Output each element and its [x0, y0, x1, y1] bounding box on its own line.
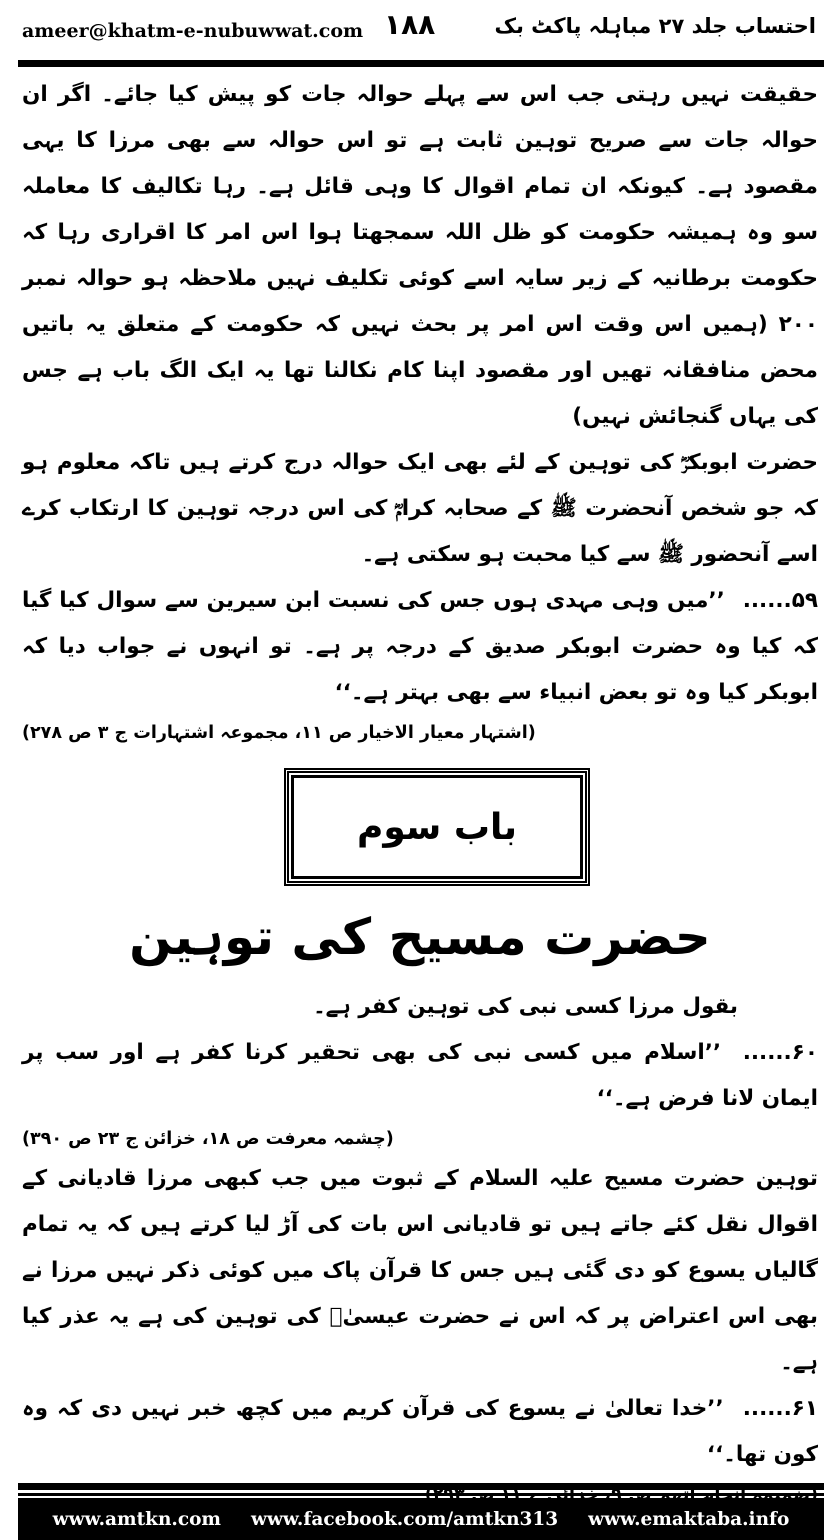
quote-reference: (اشتہار معیار الاخیار ص ۱۱، مجموعہ اشتہارات ج ۳ ص ۲۷۸) [22, 723, 536, 743]
chapter-label: باب سوم [356, 806, 518, 848]
footer-link-emaktaba[interactable]: www.emaktaba.info [588, 1508, 790, 1530]
page-header [0, 0, 840, 58]
quote-reference: (چشمہ معرفت ص ۱۸، خزائن ج ۲۳ ص ۳۹۰) [22, 1129, 394, 1149]
header-email[interactable]: ameer@khatm-e-nubuwwat.com [22, 20, 364, 42]
running-title: احتساب جلد ۲۷ مباہلہ پاکٹ بک [494, 14, 816, 38]
footer-link-facebook[interactable]: www.facebook.com/amtkn313 [251, 1508, 559, 1530]
quote-number: ۵۹...... [742, 588, 818, 613]
body-paragraph: توہین حضرت مسیح علیہ السلام کے ثبوت میں جب کبھی مرزا قادیانی کے اقوال نقل کئے جاتے ہیں تو قادیانی اس بات کی آڑ لیا کرتے ہیں کہ یہ تمام گالیاں یسوع کو دی گئی ہیں جس کا قرآن پاک میں کوئی ذکر نہیں مرزا نے بھی اس اعتراض پر کہ اس نے حضرت عیسیٰؑ کی توہین کی ہے یہ عذر کیا ہے۔ [22, 1166, 818, 1375]
footer-divider [18, 1483, 824, 1490]
quote-text: ’’خدا تعالیٰ نے یسوع کی قرآن کریم میں کچھ خبر نہیں دی کہ وہ کون تھا۔‘‘ [22, 1396, 818, 1467]
quote-59 [22, 578, 818, 716]
quote-text: ’’میں وہی مہدی ہوں جس کی نسبت ابن سیرین سے سوال کیا گیا کہ کیا وہ حضرت ابوبکر صدیق کے درجہ پر ہے۔ تو انہوں نے جواب دیا کہ ابوبکر کیا وہ تو بعض انبیاء سے بھی بہتر ہے۔‘‘ [22, 588, 818, 705]
intro-paragraph: حضرت ابوبکرؓ کی توہین کے لئے بھی ایک حوالہ درج کرتے ہیں تاکہ معلوم ہو کہ جو شخص آنحضرت ﷺ کے صحابہ کرامؓ کی اس درجہ توہین کا ارتکاب کرے اسے آنحضور ﷺ سے کیا محبت ہو سکتی ہے۔ [22, 450, 818, 567]
header-divider [18, 60, 824, 67]
page-body [22, 72, 818, 1512]
footer-link-amtkn[interactable]: www.amtkn.com [52, 1508, 222, 1530]
quote-number: ۶۰...... [742, 1040, 818, 1065]
chapter-heading [22, 750, 818, 902]
page-number: ۱۸۸ [384, 8, 436, 41]
quote-number: ۶۱...... [742, 1396, 818, 1421]
quote-61 [22, 1386, 818, 1478]
footer-bar [18, 1498, 824, 1540]
quote-60 [22, 1030, 818, 1122]
intro-paragraph: حقیقت نہیں رہتی جب اس سے پہلے حوالہ جات کو پیش کیا جائے۔ اگر ان حوالہ جات سے صریح توہین ثابت ہے تو اس حوالہ سے بھی مرزا کا یہی مقصود ہے۔ کیونکہ ان تمام اقوال کا وہی قائل ہے۔ رہا تکالیف کا معاملہ سو وہ ہمیشہ حکومت کو ظل اللہ سمجھتا ہوا اس امر کا اقراری رہا کہ حکومت برطانیہ کے زیر سایہ اسے کوئی تکلیف نہیں ملاحظہ ہو حوالہ نمبر ۲۰۰ (ہمیں اس وقت اس امر پر بحث نہیں کہ حکومت کے متعلق یہ باتیں محض منافقانہ تھیں اور مقصود اپنا کام نکالنا تھا یہ ایک الگ باب ہے جس کی یہاں گنجائش نہیں) [22, 82, 818, 429]
chapter-box [284, 768, 590, 886]
quote-text: ’’اسلام میں کسی نبی کی بھی تحقیر کرنا کفر ہے اور سب پر ایمان لانا فرض ہے۔‘‘ [22, 1040, 818, 1111]
statement: بقول مرزا کسی نبی کی توہین کفر ہے۔ [313, 994, 738, 1019]
section-title: حضرت مسیح کی توہین [129, 908, 711, 966]
footer-divider-thin [18, 1493, 824, 1496]
